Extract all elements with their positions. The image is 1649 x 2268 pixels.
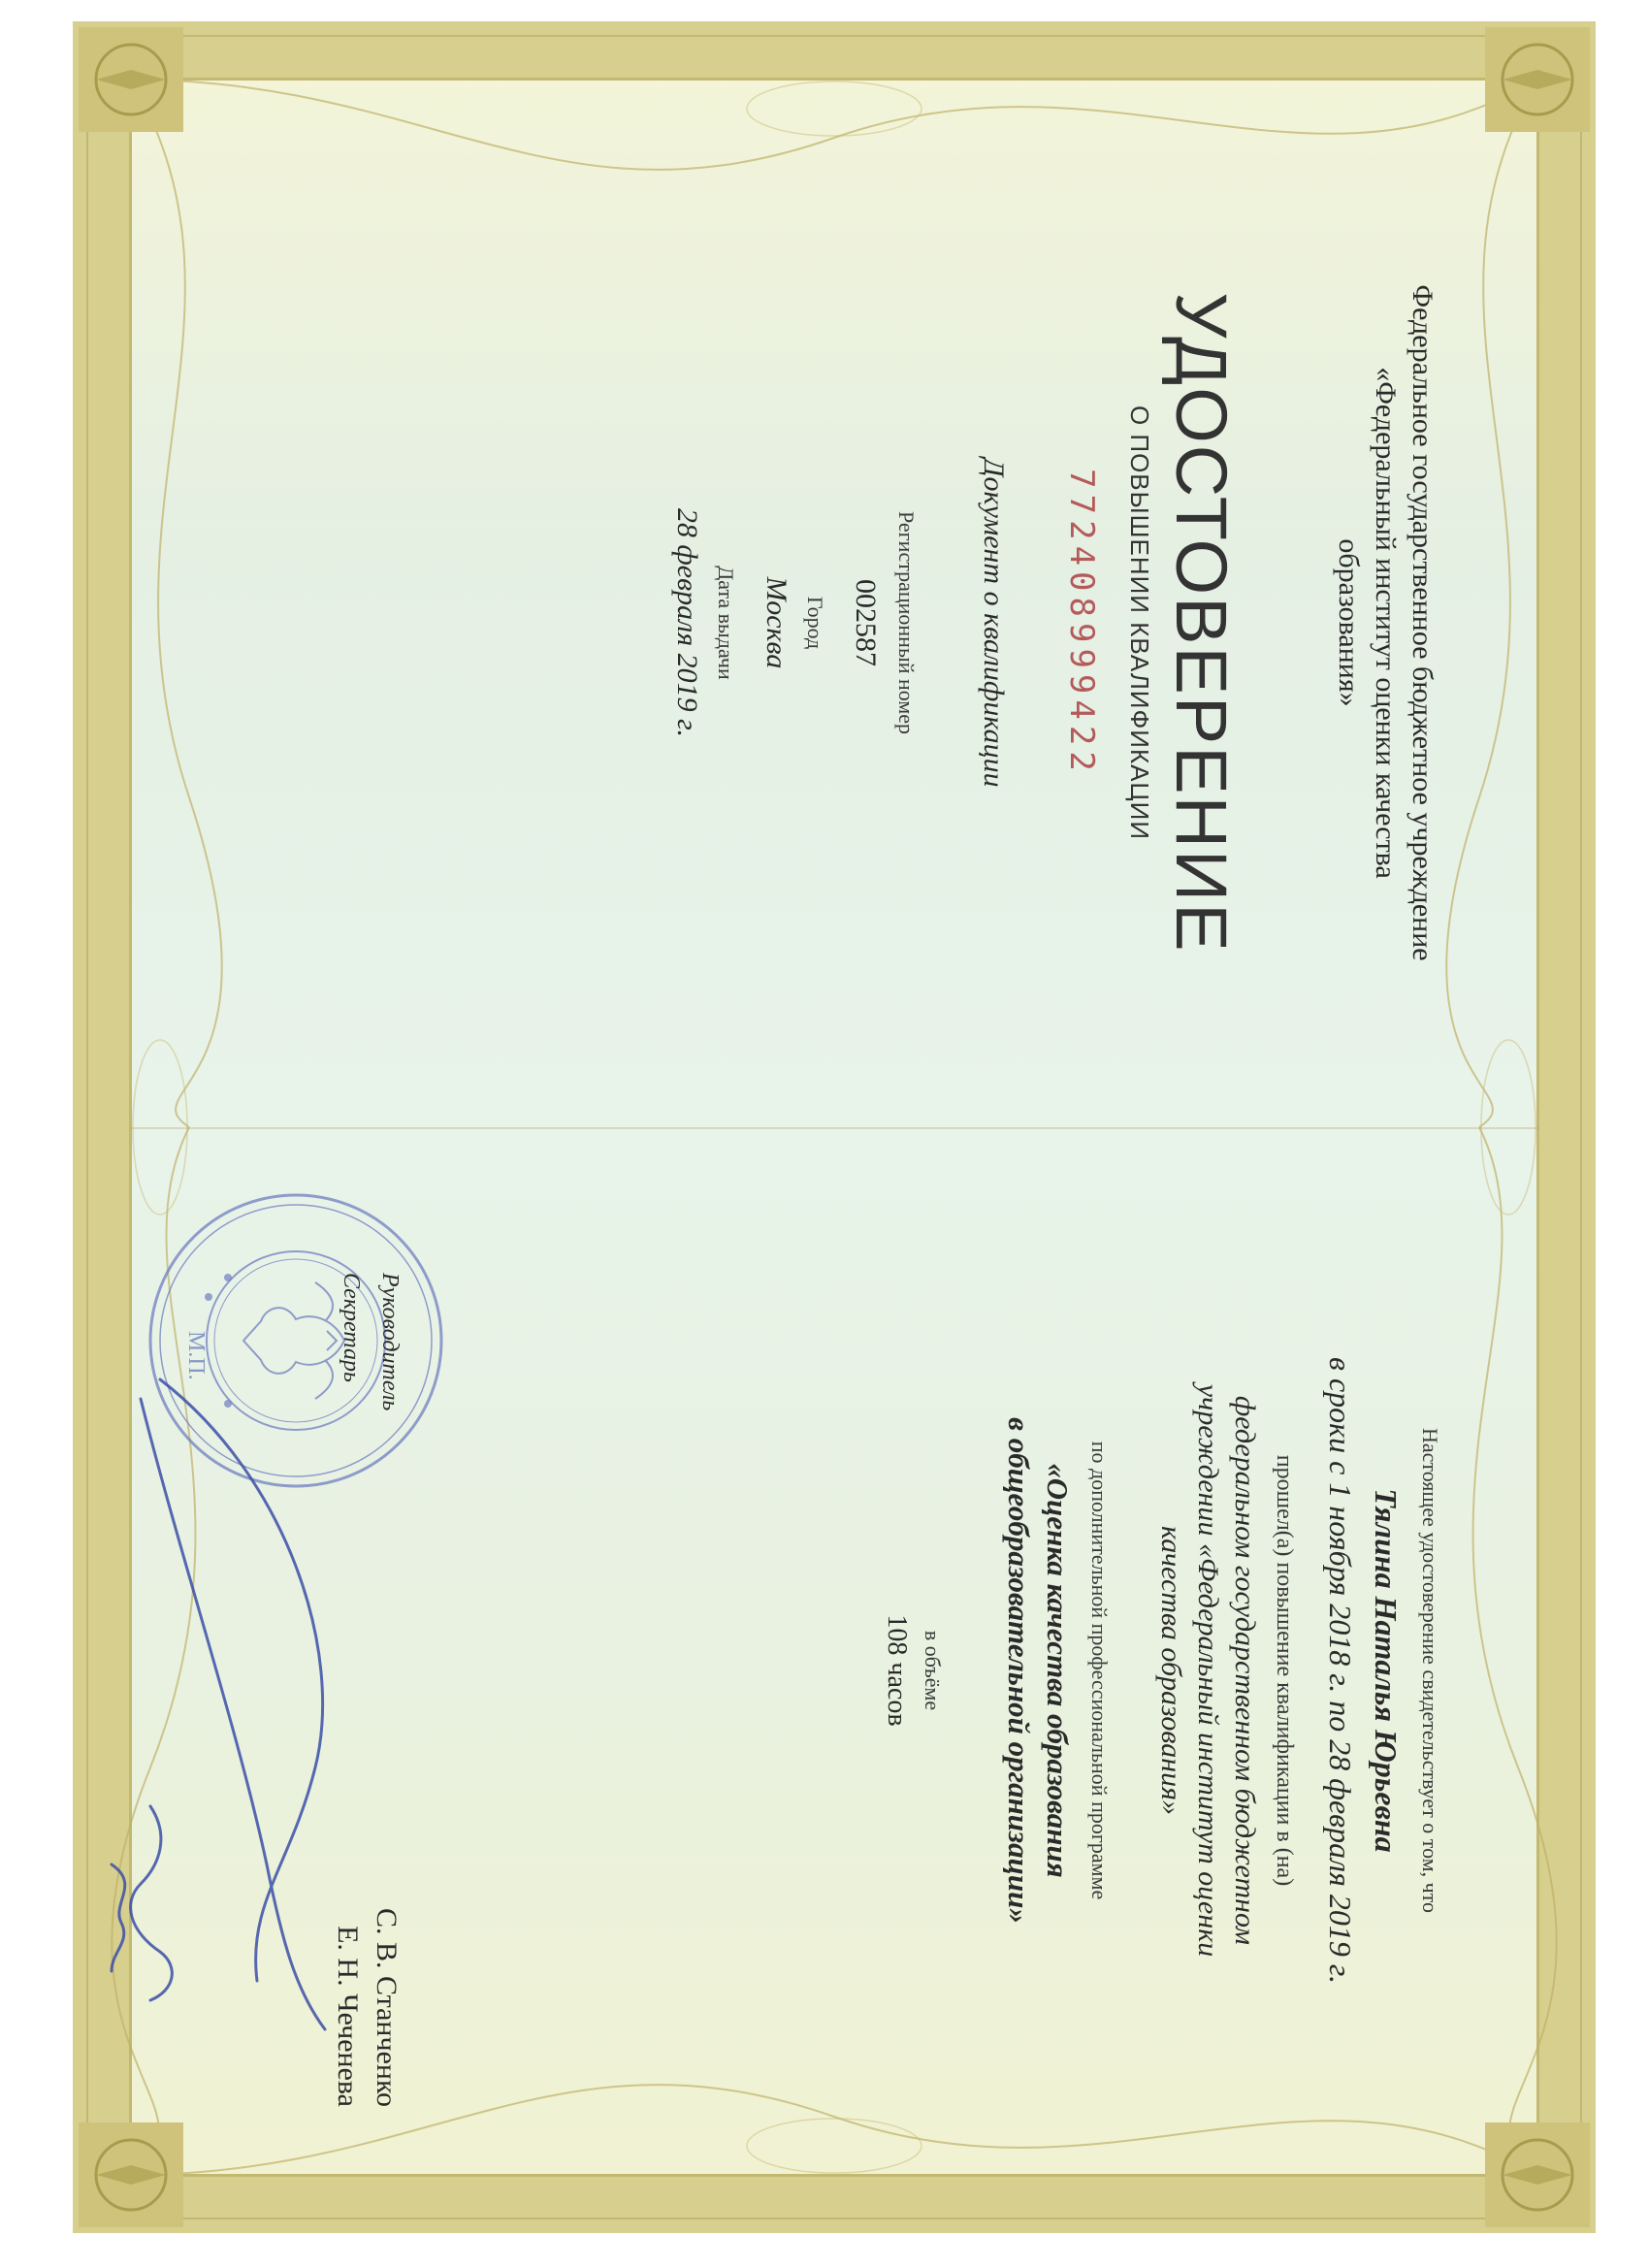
head-role: Руководитель — [377, 1273, 403, 1411]
document-type: Документ о квалификации — [978, 458, 1010, 788]
issue-date: 28 февраля 2019 г. — [671, 508, 703, 737]
program-label: по дополнительной профессиональной программе — [1087, 1441, 1112, 1900]
issue-date-label: Дата выдачи — [714, 566, 738, 680]
page-fold — [129, 1127, 1539, 1129]
recipient-name: Тялина Наталья Юрьевна — [1369, 1488, 1404, 1853]
left-panel — [670, 157, 1479, 1088]
city-value: Москва — [760, 576, 792, 669]
passed-training-text: прошел(а) повышение квалификации в (на) — [1272, 1454, 1297, 1887]
right-panel — [881, 1205, 1479, 2136]
program-title — [999, 1205, 1077, 2136]
head-signature-row — [364, 1273, 403, 2107]
registration-label: Регистрационный номер — [894, 510, 919, 735]
issuing-organization — [1330, 157, 1440, 1088]
secretary-name: Е. Н. Чеченева — [332, 1926, 364, 2107]
training-dates: в сроки с 1 ноября 2018 г. по 28 февраля 2019 г. — [1323, 1357, 1358, 1984]
registration-number: 002587 — [850, 579, 882, 666]
certificate-subtitle: О ПОВЫШЕНИИ КВАЛИФИКАЦИИ — [1125, 405, 1154, 841]
certifies-intro: Настоящее удостоверение свидетельствует о том, что — [1418, 1427, 1442, 1914]
org-line-2: «Федеральный институт оценки качества — [1370, 367, 1402, 879]
certificate-title: УДОСТОВЕРЕНИЕ — [1161, 292, 1242, 954]
volume-label: в объёме — [921, 1630, 945, 1711]
corner-ornament-bottom-left — [73, 21, 189, 138]
secretary-role: Секретарь — [339, 1273, 364, 1382]
program-line-1: «Оценка качества образования — [1041, 1463, 1075, 1878]
org-line-3: образования» — [1333, 538, 1365, 707]
training-hours: 108 часов — [882, 1614, 912, 1727]
program-line-2: в общеобразовательной организации» — [1002, 1417, 1036, 1924]
serial-number: 772408999422 — [1062, 469, 1101, 777]
institution-line-2: учреждении «Федеральный институт оценки — [1192, 1383, 1224, 1958]
training-institution — [1152, 1205, 1263, 2136]
corner-ornament-top-left — [1479, 21, 1596, 138]
corner-ornament-top-right — [1479, 2117, 1596, 2233]
org-line-1: Федеральное государственное бюджетное учреждение — [1406, 284, 1439, 961]
secretary-signature-row — [325, 1273, 364, 2107]
certificate-paper — [73, 21, 1596, 2233]
institution-line-1: федеральном государственном бюджетном — [1229, 1395, 1261, 1946]
head-name: С. В. Станченко — [371, 1908, 403, 2107]
institution-line-3: качества образования» — [1155, 1525, 1187, 1816]
corner-ornament-bottom-right — [73, 2117, 189, 2233]
city-label: Город — [803, 596, 827, 650]
stamp-mp-label: М.П. — [183, 1331, 209, 1380]
